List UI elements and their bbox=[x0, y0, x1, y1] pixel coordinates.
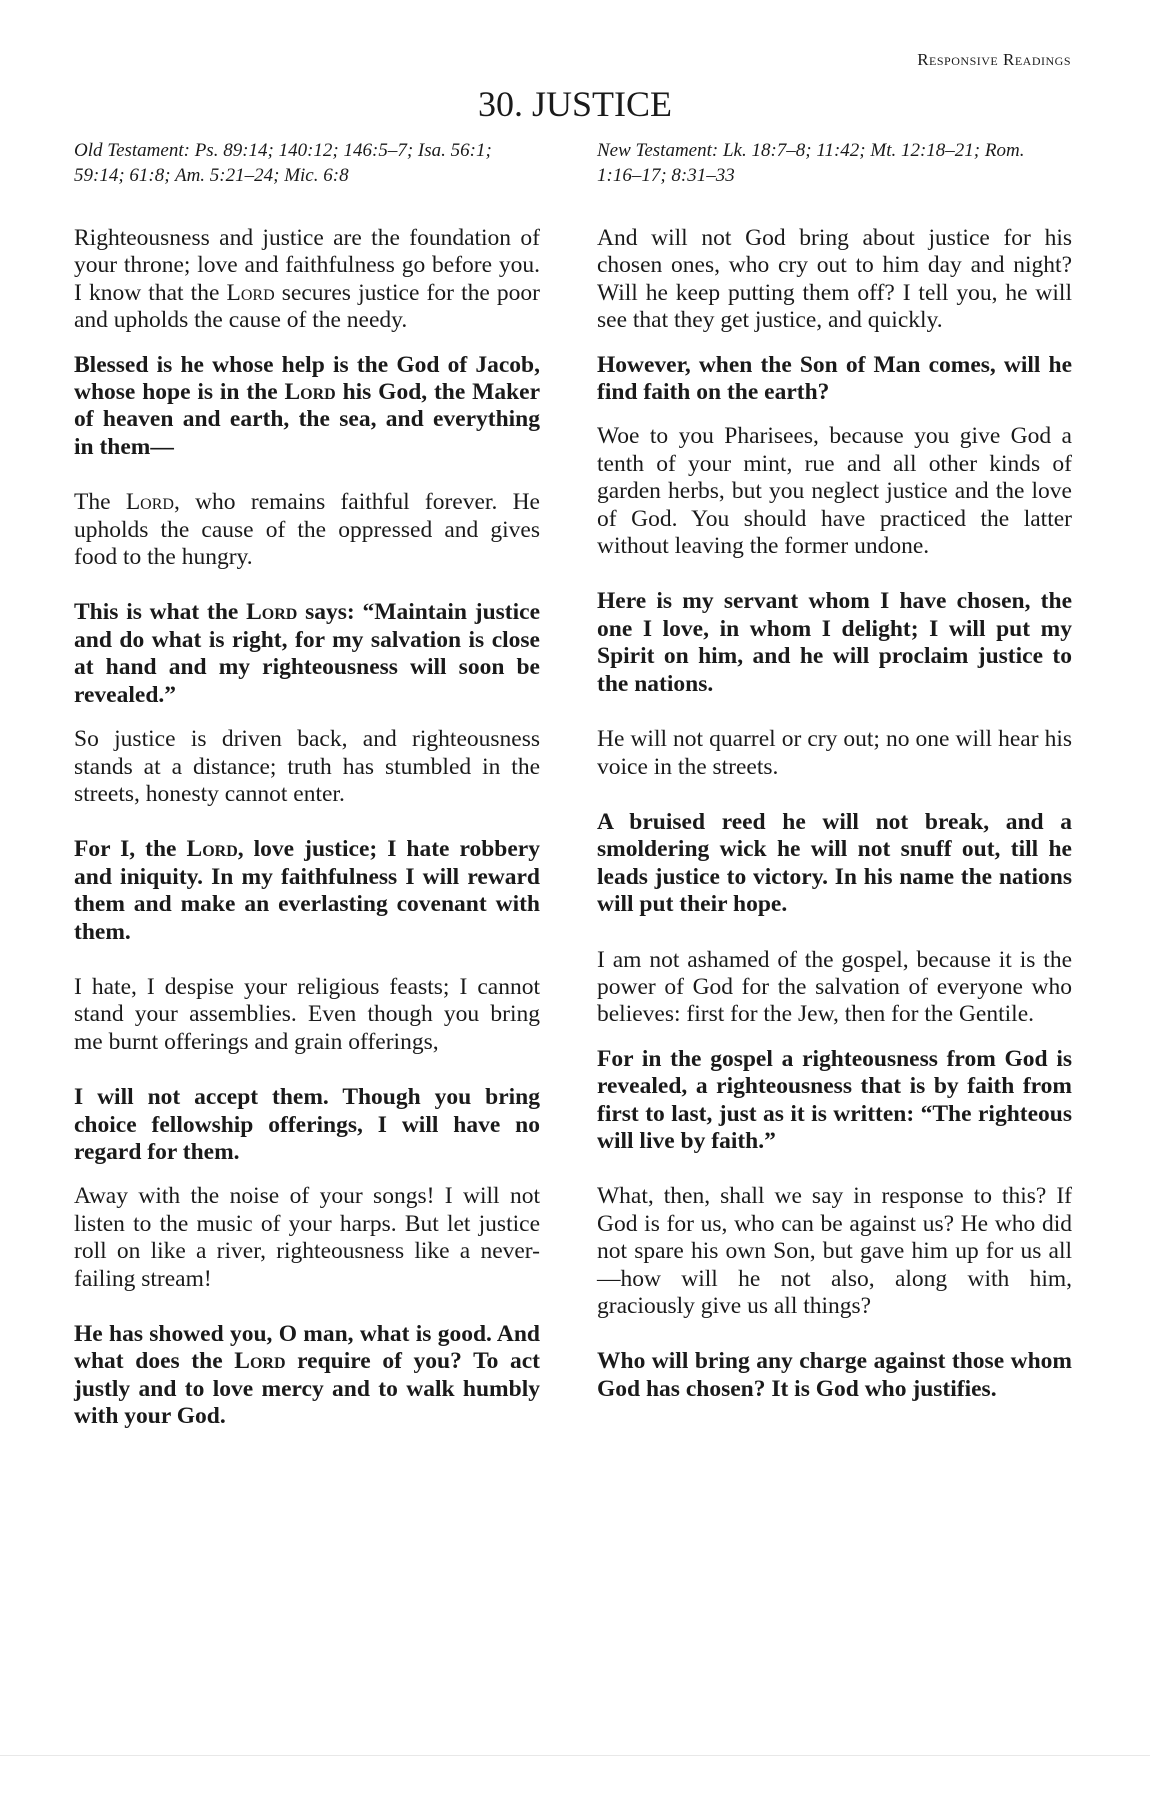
reading-leader: And will not God bring about justice for his chosen ones, who cry out to him day and night? Will he keep putting them off? I tell you, he will see that they get justice, and quickly. bbox=[597, 225, 1072, 334]
bottom-divider bbox=[0, 1755, 1150, 1756]
reading-leader: What, then, shall we say in response to this? If God is for us, who can be against us? He who did not spare his own Son, but gave him up for us all—how will he not also, along with him, graciously give us all things? bbox=[597, 1183, 1072, 1319]
running-head: Responsive Readings bbox=[917, 50, 1071, 69]
reading-leader: Righteousness and justice are the foundation of your throne; love and faithfulness go before you. I know that the Lord secures justice for the poor and upholds the cause of the needy. bbox=[74, 225, 540, 334]
reading-leader: I am not ashamed of the gospel, because it is the power of God for the salvation of everyone who believes: first for the Jew, then for the Gentile. bbox=[597, 946, 1072, 1028]
reading-people: A bruised reed he will not break, and a smoldering wick he will not snuff out, till he leads justice to victory. In his name the nations will put their hope. bbox=[597, 808, 1072, 918]
reading-people: For in the gospel a righteousness from God is revealed, a righteousness that is by faith from first to last, just as it is written: “The righteous will live by faith.” bbox=[597, 1045, 1072, 1154]
reading-people: Here is my servant whom I have chosen, the one I love, in whom I delight; I will put my Spirit on him, and he will proclaim justice to the nations. bbox=[597, 588, 1072, 697]
old-testament-references: Old Testament: Ps. 89:14; 140:12; 146:5–7; Isa. 56:1; 59:14; 61:8; Am. 5:21–24; Mic. 6:8 bbox=[74, 140, 492, 186]
reading-leader: Woe to you Pharisees, because you give God a tenth of your mint, rue and all other kinds of garden herbs, but you neglect justice and the love of God. You should have practiced the latter without leaving the former undone. bbox=[597, 423, 1072, 560]
reading-leader: The Lord, who remains faithful forever. He upholds the cause of the oppressed and gives food to the hungry. bbox=[74, 489, 540, 571]
reading-leader: Away with the noise of your songs! I will not listen to the music of your harps. But let justice roll on like a river, righteousness like a never-failing stream! bbox=[74, 1183, 540, 1292]
old-testament-column bbox=[74, 138, 540, 1448]
reading-people: Blessed is he whose help is the God of Jacob, whose hope is in the Lord his God, the Maker of heaven and earth, the sea, and everything in them— bbox=[74, 351, 540, 460]
reading-leader: So justice is driven back, and righteousness stands at a distance; truth has stumbled in the streets, honesty cannot enter. bbox=[74, 726, 540, 807]
reading-leader: I hate, I despise your religious feasts; I cannot stand your assemblies. Even though you bring me burnt offerings and grain offerings, bbox=[74, 973, 540, 1055]
reading-people: For I, the Lord, love justice; I hate robbery and iniquity. In my faithfulness I will reward them and make an everlasting covenant with them. bbox=[74, 836, 540, 945]
reading-people: I will not accept them. Though you bring choice fellowship offerings, I will have no regard for them. bbox=[74, 1084, 540, 1165]
reading-people: Who will bring any charge against those whom God has chosen? It is God who justifies. bbox=[597, 1348, 1072, 1402]
reading-people: He has showed you, O man, what is good. And what does the Lord require of you? To act justly and to love mercy and to walk humbly with your God. bbox=[74, 1321, 540, 1430]
reading-people: This is what the Lord says: “Maintain justice and do what is right, for my salvation is close at hand and my righteousness will soon be revealed.” bbox=[74, 599, 540, 708]
new-testament-references: New Testament: Lk. 18:7–8; 11:42; Mt. 12:18–21; Rom. 1:16–17; 8:31–33 bbox=[597, 140, 1025, 186]
page-title: 30. JUSTICE bbox=[477, 84, 672, 124]
new-testament-column bbox=[597, 138, 1072, 1420]
reading-people: However, when the Son of Man comes, will he find faith on the earth? bbox=[597, 351, 1072, 406]
reading-leader: He will not quarrel or cry out; no one will hear his voice in the streets. bbox=[597, 726, 1072, 780]
